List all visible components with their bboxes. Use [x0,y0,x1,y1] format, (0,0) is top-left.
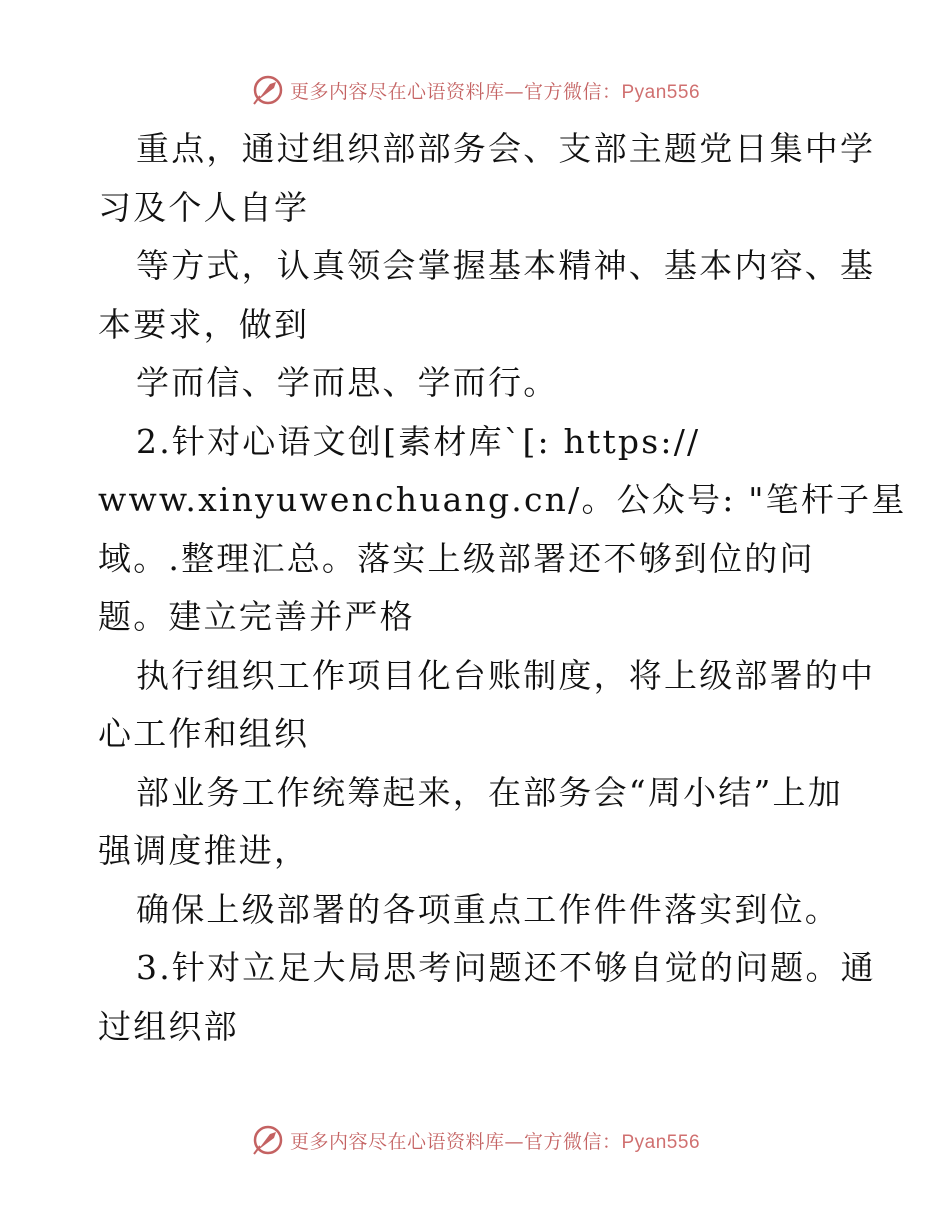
body-line: 2.针对心语文创[素材库`[: https:// [136,421,701,461]
footer-watermark [0,1120,950,1160]
watermark-text [290,77,700,104]
body-line: 域。.整理汇总。落实上级部署还不够到位的问 [98,538,815,578]
watermark-main: 更多内容尽在心语资料库—官方微信： [289,1130,622,1153]
pen-nib-circle-icon [250,72,286,108]
body-line: 过组织部 [98,1006,239,1046]
body-line: 学而信、学而思、学而行。 [136,363,559,402]
body-line: 部业务工作统筹起来，在部务会“周小结”上加 [136,772,843,812]
body-line: 重点，通过组织部部务会、支部主题党日集中学 [136,129,876,168]
body-line: 确保上级部署的各项重点工作件件落实到位。 [136,889,840,929]
body-line: 执行组织工作项目化台账制度，将上级部署的中 [136,655,876,695]
body-line: 心工作和组织 [98,714,310,753]
body-line: 本要求，做到 [98,304,310,344]
body-line: 习及个人自学 [98,187,310,227]
body-line: 强调度推进， [98,831,310,870]
watermark-id: Pyan556 [621,81,701,103]
watermark-text [290,1127,700,1154]
body-line: 题。建立完善并严格 [98,597,415,636]
body-line: 3.针对立足大局思考问题还不够自觉的问题。通 [136,948,876,987]
document-body [98,120,907,1056]
pen-nib-circle-icon [250,1122,286,1158]
body-line: www.xinyuwenchuang.cn/。公众号: "笔杆子星 [98,480,907,519]
watermark-id: Pyan556 [621,1131,701,1153]
body-line: 等方式，认真领会掌握基本精神、基本内容、基 [136,246,876,285]
header-watermark [0,70,950,110]
watermark-main: 更多内容尽在心语资料库—官方微信： [289,80,622,103]
